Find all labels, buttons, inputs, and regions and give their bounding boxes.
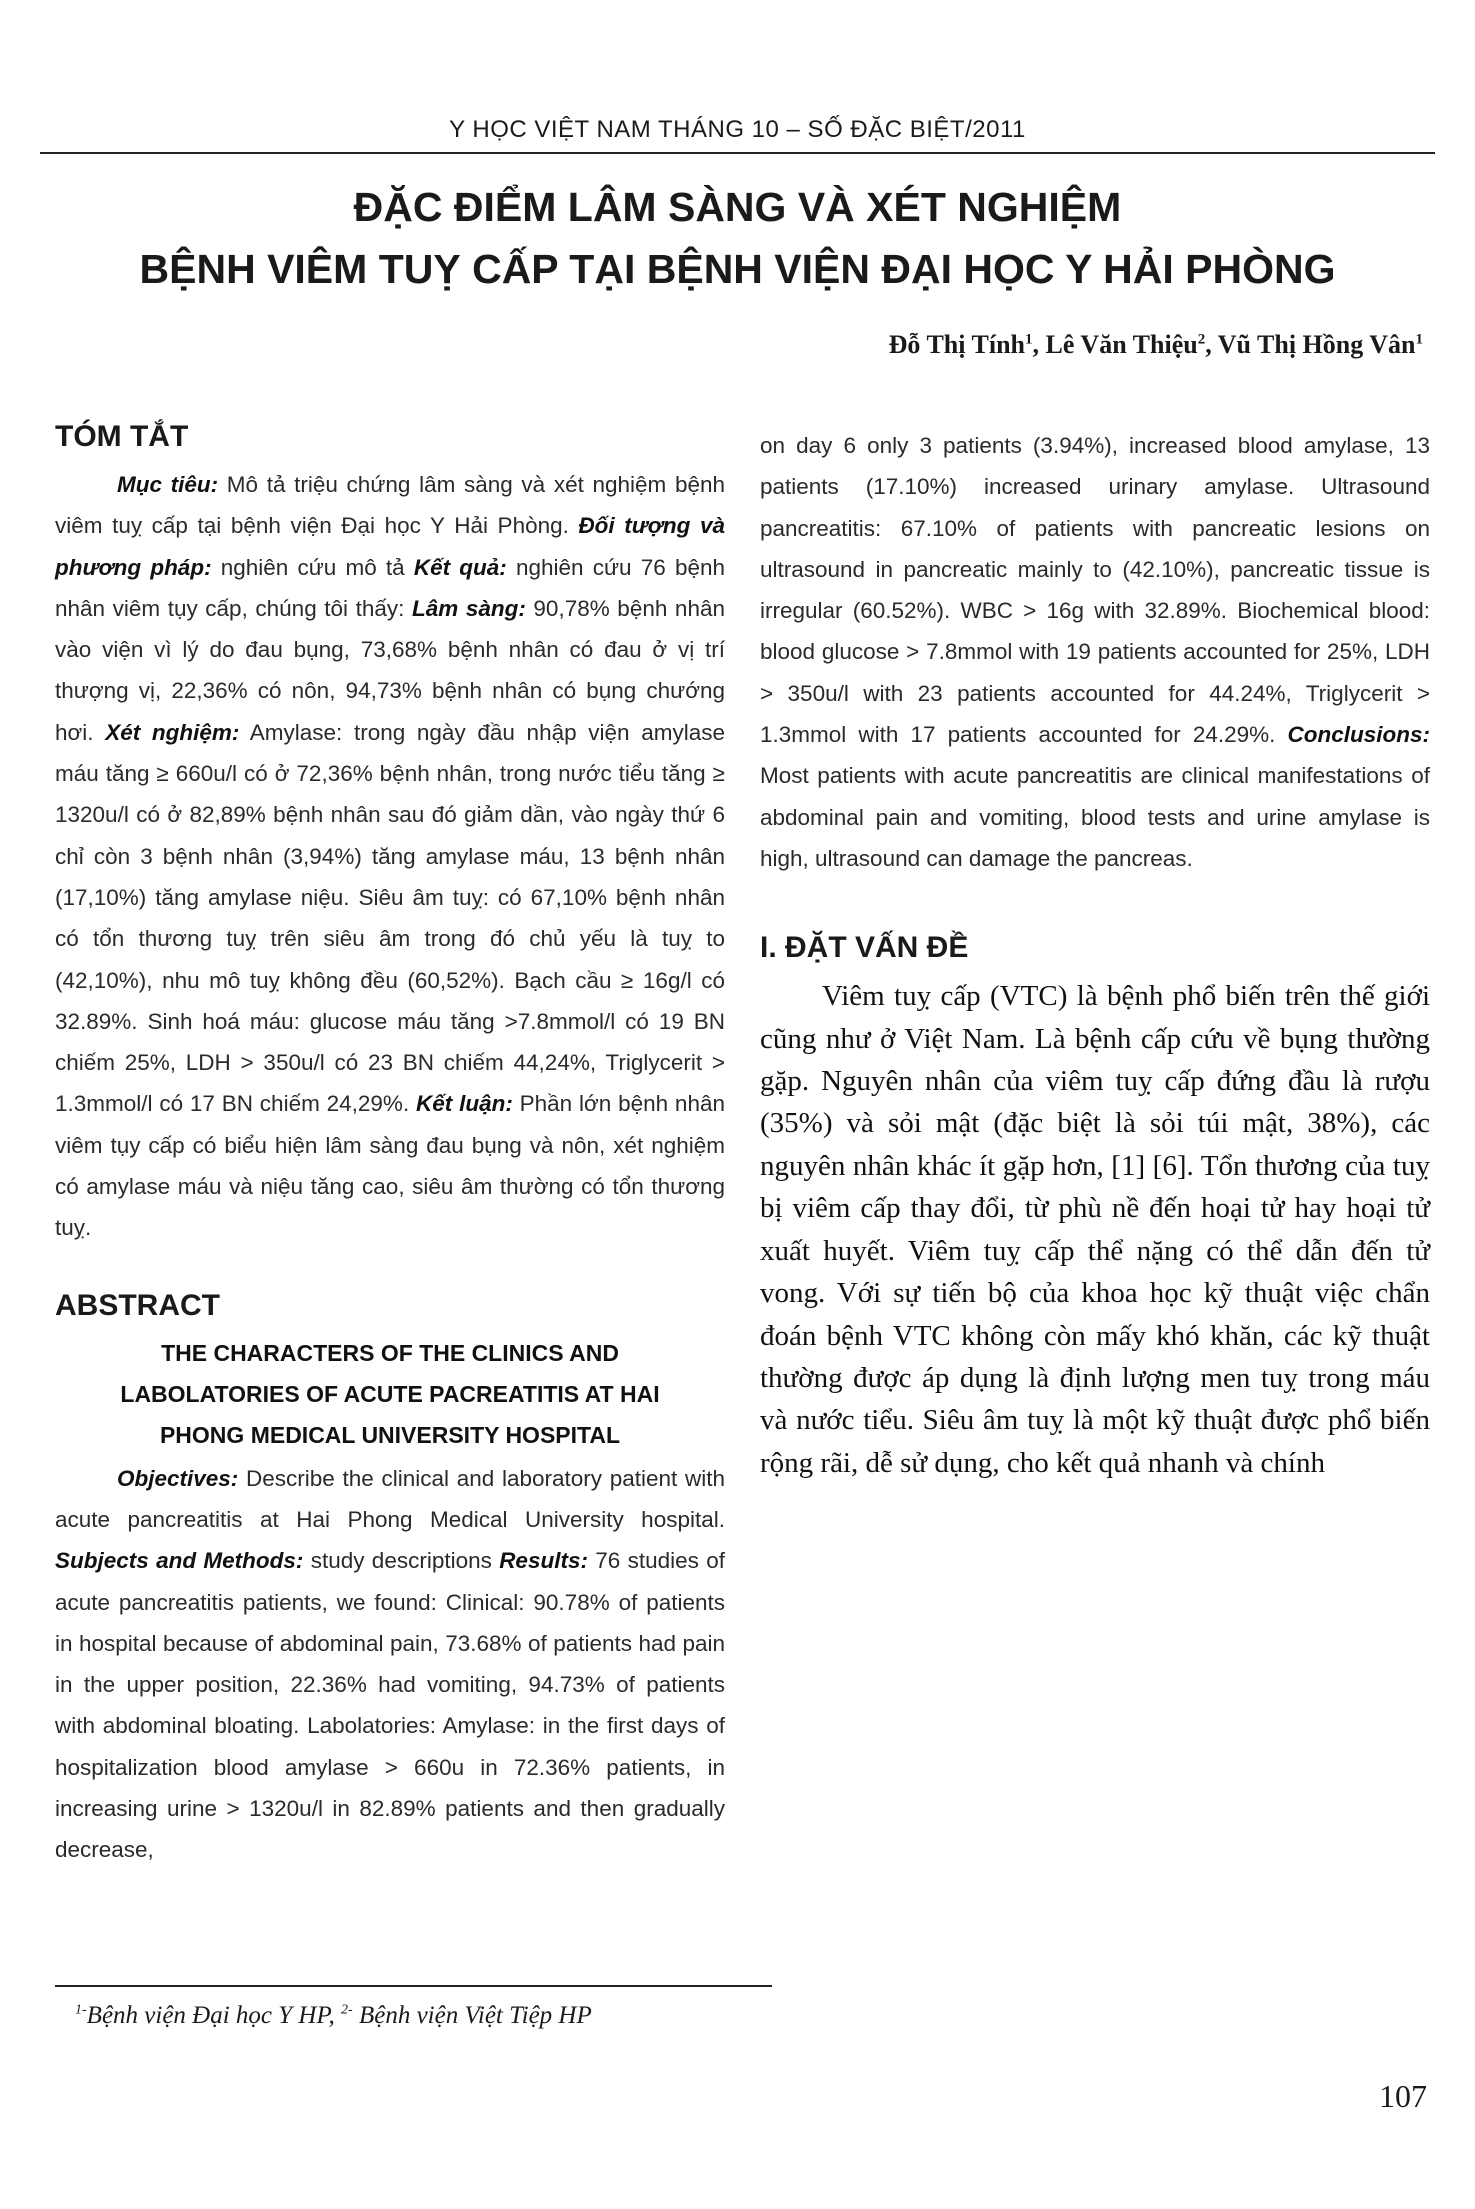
footnote-marker: 2- — [341, 2002, 353, 2018]
abstract-text: on day 6 only 3 patients (3.94%), increased blood amylase, 13 patients (17.10%) increased urinary amylase. Ultrasound pancreatitis: 67.10% of patients with pancreatic lesions on ultrasound in pancreatic mainly to (42.10%), pancreatic tissue is irregular (60.52%). WBC > 16g with 32.89%. Biochemical blood: blood glucose > 7.8mmol with 19 patients accounted for 25%, LDH > 350u/l with 23 patients accounted for 44.24%, Triglycerit > 1.3mmol with 17 patients accounted for 24.29%. — [760, 433, 1430, 748]
abstract-text: Most patients with acute pancreatitis are clinical manifestations of abdominal pain and vomiting, blood tests and urine amylase is high, ultrasound can damage the pancreas. — [760, 763, 1430, 871]
page-number: 107 — [1379, 2078, 1427, 2114]
abstract-title-line: LABOLATORIES OF ACUTE PACREATITIS AT HAI — [120, 1380, 660, 1407]
title-line-1: ĐẶC ĐIỂM LÂM SÀNG VÀ XÉT NGHIỆM — [353, 184, 1122, 230]
footnote — [75, 2002, 592, 2030]
summary-text: Mô tả triệu chứng lâm sàng và xét nghiệm bệnh viêm tuỵ cấp tại bệnh viện Đại học Y Hải Phòng. — [55, 472, 726, 539]
author-name: Lê Văn Thiệu — [1045, 330, 1198, 359]
summary-label: Kết quả: — [413, 554, 507, 580]
summary-heading: TÓM TẮT — [55, 420, 189, 453]
section-1-heading: I. ĐẶT VẤN ĐỀ — [760, 931, 969, 965]
abstract-title-line: THE CHARACTERS OF THE CLINICS AND — [161, 1339, 619, 1366]
abstract-label: Subjects and Methods: — [55, 1548, 304, 1574]
abstract-continuation — [760, 425, 1430, 879]
summary-text: Phần lớn bệnh nhân viêm tụy cấp có biểu hiện lâm sàng đau bụng và nôn, xét nghiệm có amylase máu và niệu tăng cao, siêu âm thường có tổn thương tuỵ. — [55, 1091, 725, 1241]
abstract-title — [55, 1333, 725, 1456]
summary-label: Xét nghiệm: — [105, 719, 240, 745]
summary-text: nghiên cứu 76 bệnh nhân viêm tụy cấp, chúng tôi thấy: — [55, 554, 725, 621]
author-affiliation: 1 — [1415, 331, 1423, 348]
abstract-text: 76 studies of acute pancreatitis patients, we found: Clinical: 90.78% of patients in hospital because of abdominal pain, 73.68% of patients had pain in the upper position, 22.36% had vomiting, 94.73% of patients with abdominal bloating. Labolatories: Amylase: in the first days of hospitalization blood amylase > 660u in 72.36% patients, in increasing urine > 1320u/l in 82.89% patients and then gradually decrease, — [55, 1548, 725, 1863]
author-name: Đỗ Thị Tính — [888, 330, 1025, 359]
author-separator: , — [1032, 330, 1046, 359]
summary-label: Kết luận: — [416, 1091, 513, 1117]
footnote-text: Bệnh viện Đại học Y HP, — [86, 2002, 342, 2029]
abstract-paragraph — [55, 1458, 725, 1871]
abstract-text: study descriptions — [303, 1548, 500, 1574]
abstract-label: Results: — [499, 1548, 588, 1574]
title-line-2: BỆNH VIÊM TUỴ CẤP TẠI BỆNH VIỆN ĐẠI HỌC Y HẢI PHÒNG — [139, 246, 1336, 292]
summary-label: Lâm sàng: — [411, 595, 526, 621]
author-affiliation: 1 — [1025, 331, 1033, 348]
summary-label: Mục tiêu: — [117, 472, 219, 497]
article-title — [40, 176, 1435, 300]
journal-header: Y HỌC VIỆT NAM THÁNG 10 – SỐ ĐẶC BIỆT/2011 — [449, 116, 1026, 143]
author-separator: , — [1205, 330, 1218, 359]
left-column — [55, 420, 725, 1871]
abstract-paragraph-continued — [760, 425, 1430, 879]
abstract-title-line: PHONG MEDICAL UNIVERSITY HOSPITAL — [159, 1421, 621, 1448]
section-1-paragraph: Viêm tuỵ cấp (VTC) là bệnh phổ biến trên thế giới cũng như ở Việt Nam. Là bệnh cấp cứu về bụng thường gặp. Nguyên nhân của viêm tuỵ cấp đứng đầu là rượu (35%) và sỏi mật (đặc biệt là sỏi túi mật, 38%), các nguyên nhân khác ít gặp hơn, [1] [6]. Tổn thương của tuỵ bị viêm cấp thay đổi, từ phù nề đến hoại tử hay hoại tử xuất huyết. Viêm tuỵ cấp thể nặng có thể dẫn đến tử vong. Với sự tiến bộ của khoa học kỹ thuật việc chẩn đoán bệnh VTC không còn mấy khó khăn, các kỹ thuật thường được áp dụng là định lượng men tuỵ trong máu và nước tiểu. Siêu âm tuỵ là một kỹ thuật được phổ biến rộng rãi, dễ sử dụng, cho kết quả nhanh và chính — [760, 980, 1430, 1479]
abstract-heading: ABSTRACT — [55, 1288, 220, 1322]
summary-text: Amylase: trong ngày đầu nhập viện amylase máu tăng ≥ 660u/l có ở 72,36% bệnh nhân, trong nước tiểu tăng ≥ 1320u/l có ở 82,89% bệnh nhân sau đó giảm dần, vào ngày thứ 6 chỉ còn 3 bệnh nhân (3,94%) tăng amylase máu, 13 bệnh nhân (17,10%) tăng amylase niệu. Siêu âm tuỵ: có 67,10% bệnh nhân có tổn thương tuỵ trên siêu âm trong đó chủ yếu là tuỵ to (42,10%), nhu mô tuỵ không đều (60,52%). Bạch cầu ≥ 16g/l có 32.89%. Sinh hoá máu: glucose máu tăng >7.8mmol/l có 19 BN chiếm 25%, LDH > 350u/l có 23 BN chiếm 44,24%, Triglycerit > 1.3mmol/l có 17 BN chiếm 24,29%. — [55, 719, 725, 1117]
header-rule — [40, 152, 1435, 154]
author-name: Vũ Thị Hồng Vân — [1217, 330, 1416, 359]
summary-paragraph — [55, 464, 725, 1249]
author-affiliation: 2 — [1197, 331, 1206, 348]
author-list — [889, 330, 1423, 360]
abstract-text: Describe the clinical and laboratory patient with acute pancreatitis at Hai Phong Medical University hospital. — [55, 1465, 725, 1532]
summary-text: 90,78% bệnh nhân vào viện vì lý do đau bụng, 73,68% bệnh nhân có đau ở vị trí thượng vị, 22,36% có nôn, 94,73% bệnh nhân có bụng chướng hơi. — [55, 595, 725, 745]
footnote-text: Bệnh viện Việt Tiệp HP — [352, 2002, 592, 2029]
footnote-rule — [55, 1985, 772, 1987]
abstract-label: Objectives: — [117, 1465, 239, 1491]
summary-label: Đối tượng và phương pháp: — [55, 513, 725, 580]
footnote-marker: 1- — [75, 2002, 87, 2018]
summary-text: nghiên cứu mô tả — [211, 554, 414, 580]
right-column — [760, 425, 1430, 1484]
abstract-label: Conclusions: — [1287, 722, 1430, 748]
